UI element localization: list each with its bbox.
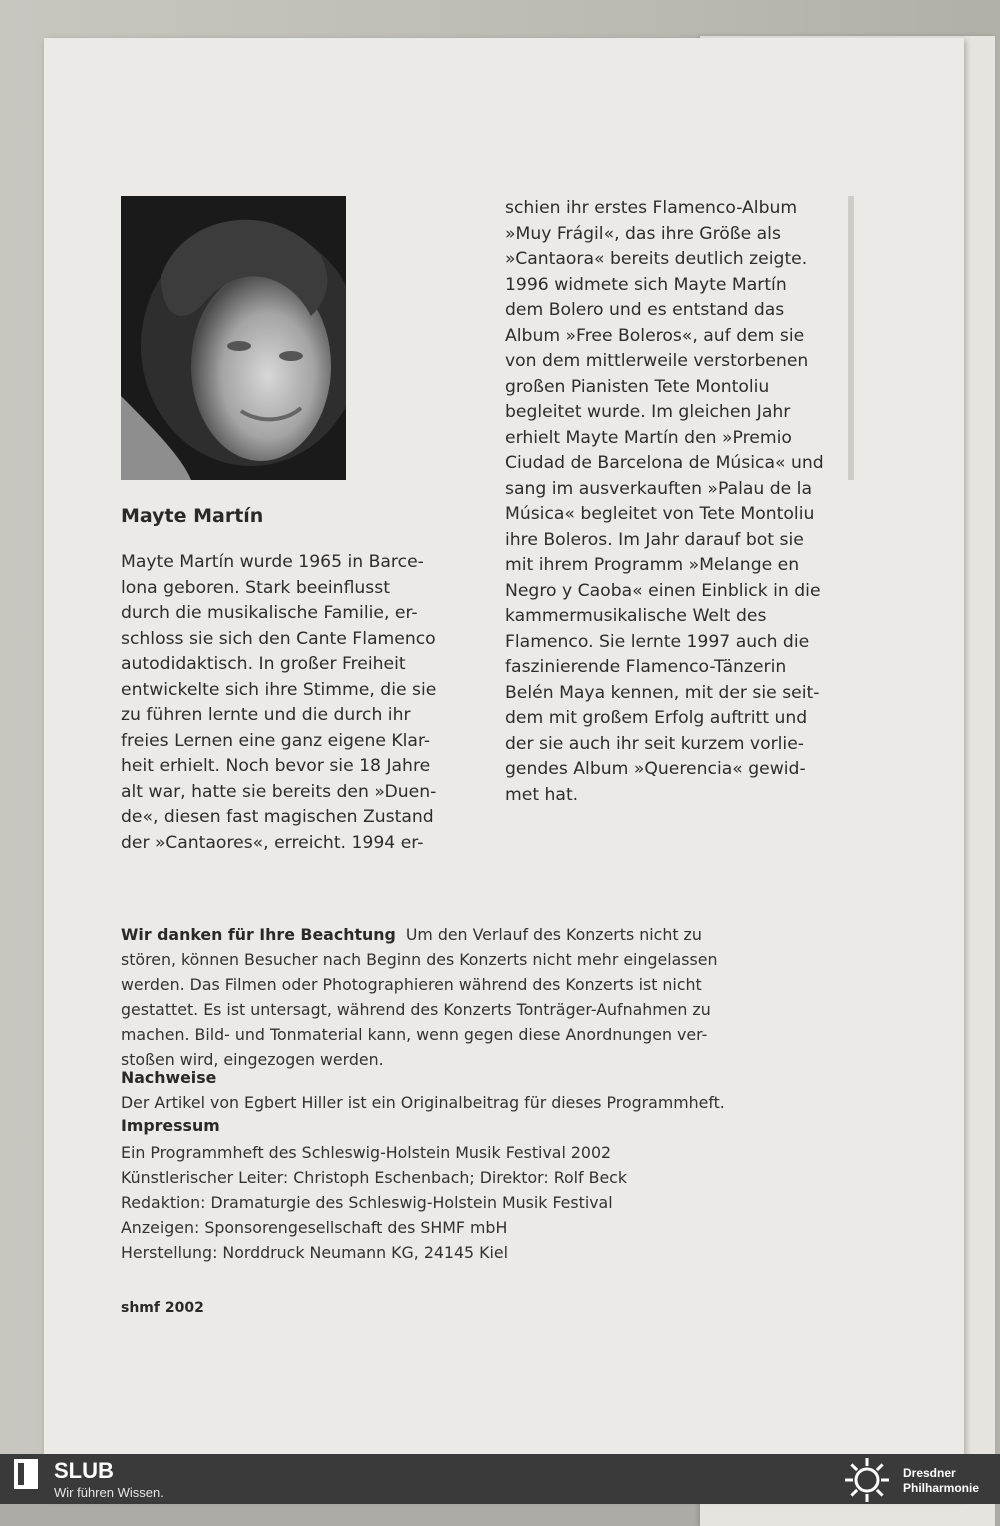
impressum-line: Ein Programmheft des Schleswig-Holstein Musik Festival 2002 [121, 1143, 612, 1162]
impressum-line: Anzeigen: Sponsorengesellschaft des SHMF mbH [121, 1218, 508, 1237]
portrait-illustration [121, 196, 346, 480]
text-line: 1996 widmete sich Mayte Martín [505, 274, 787, 295]
article-left-column [121, 550, 461, 856]
text-line: Album »Free Boleros«, auf dem sie [505, 325, 805, 346]
text-line: von dem mittlerweile verstorbenen [505, 351, 809, 371]
text-line: alt war, hatte sie bereits den »Duen- [121, 781, 437, 802]
notice-line: machen. Bild- und Tonmaterial kann, wenn gegen diese Anordnungen ver- [121, 1025, 708, 1044]
text-line: mit ihrem Programm »Melange en [505, 555, 800, 575]
notice-first-line [121, 922, 801, 947]
text-line: heit erhielt. Noch bevor sie 18 Jahre [121, 756, 431, 776]
article-heading: Mayte Martín [121, 505, 264, 527]
text-line: großen Pianisten Tete Montoliu [505, 376, 770, 397]
text-line: autodidaktisch. In großer Freiheit [121, 654, 406, 674]
dresdner-philharmonie-logo-icon[interactable] [842, 1456, 892, 1504]
partner-name-line2[interactable]: Philharmonie [903, 1481, 980, 1495]
impressum-heading: Impressum [121, 1116, 220, 1135]
portrait-photo [121, 196, 346, 480]
text-line: erhielt Mayte Martín den »Premio [505, 427, 792, 448]
text-line: zu führen lernte und die durch ihr [121, 705, 411, 725]
notice-line: stoßen wird, eingezogen werden. [121, 1050, 384, 1069]
text-line: gendes Album »Querencia« gewid- [505, 759, 806, 779]
notice-title: Wir danken für Ihre Beachtung [121, 925, 396, 944]
text-line: »Muy Frágil«, das ihre Größe als [505, 223, 781, 244]
partner-name-line1[interactable]: Dresdner [903, 1466, 956, 1480]
impressum-line: Künstlerischer Leiter: Christoph Eschenbach; Direktor: Rolf Beck [121, 1168, 628, 1187]
text-line: ihre Boleros. Im Jahr darauf bot sie [505, 529, 804, 550]
text-line: schloss sie sich den Cante Flamenco [121, 628, 436, 649]
slub-title[interactable]: SLUB [54, 1458, 114, 1483]
impressum-line: Redaktion: Dramaturgie des Schleswig-Holstein Musik Festival [121, 1193, 613, 1212]
text-line: begleitet wurde. Im gleichen Jahr [505, 402, 791, 422]
notice-line: gestattet. Es ist untersagt, während des Konzerts Tonträger-Aufnahmen zu [121, 1000, 711, 1019]
text-line: met hat. [505, 784, 579, 805]
nachweise-heading: Nachweise [121, 1068, 217, 1087]
text-line: Ciudad de Barcelona de Música« und [505, 453, 824, 473]
text-line: »Cantaora« bereits deutlich zeigte. [505, 249, 808, 269]
text-line: de«, diesen fast magischen Zustand [121, 807, 434, 827]
audience-notice [121, 922, 801, 1072]
text-line: dem mit großem Erfolg auftritt und [505, 708, 808, 728]
slub-tagline: Wir führen Wissen. [54, 1485, 164, 1500]
page-footer-code: shmf 2002 [121, 1300, 204, 1316]
text-line: Flamenco. Sie lernte 1997 auch die [505, 631, 810, 652]
text-line: durch die musikalische Familie, er- [121, 603, 418, 623]
notice-line: stören, können Besucher nach Beginn des Konzerts nicht mehr eingelassen [121, 950, 718, 969]
text-line: faszinierende Flamenco-Tänzerin [505, 657, 787, 677]
text-line: dem Bolero und es entstand das [505, 300, 785, 320]
notice-line: werden. Das Filmen oder Photographieren während des Konzerts ist nicht [121, 975, 702, 994]
nachweise-text: Der Artikel von Egbert Hiller ist ein Originalbeitrag für dieses Programmheft. [121, 1093, 725, 1112]
text-line: entwickelte sich ihre Stimme, die sie [121, 679, 437, 700]
text-line: sang im ausverkauften »Palau de la [505, 478, 812, 499]
text-line: Belén Maya kennen, mit der sie seit- [505, 682, 820, 703]
slub-logo-icon[interactable] [14, 1459, 38, 1489]
notice-first-line-text: Um den Verlauf des Konzerts nicht zu [405, 925, 702, 944]
text-line: Música« begleitet von Tete Montoliu [505, 504, 815, 524]
text-line: Negro y Caoba« einen Einblick in die [505, 580, 821, 601]
text-line: Mayte Martín wurde 1965 in Barce- [121, 552, 424, 572]
text-line: schien ihr erstes Flamenco-Album [505, 198, 798, 218]
text-line: kammermusikalische Welt des [505, 606, 767, 626]
text-line: freies Lernen eine ganz eigene Klar- [121, 730, 431, 751]
impressum-line: Herstellung: Norddruck Neumann KG, 24145 Kiel [121, 1243, 508, 1262]
text-line: lona geboren. Stark beeinflusst [121, 577, 390, 598]
impressum-list [121, 1140, 627, 1265]
text-line: der »Cantaores«, erreicht. 1994 er- [121, 832, 424, 853]
article-right-column [505, 196, 855, 808]
text-line: der sie auch ihr seit kurzem vorlie- [505, 733, 804, 754]
